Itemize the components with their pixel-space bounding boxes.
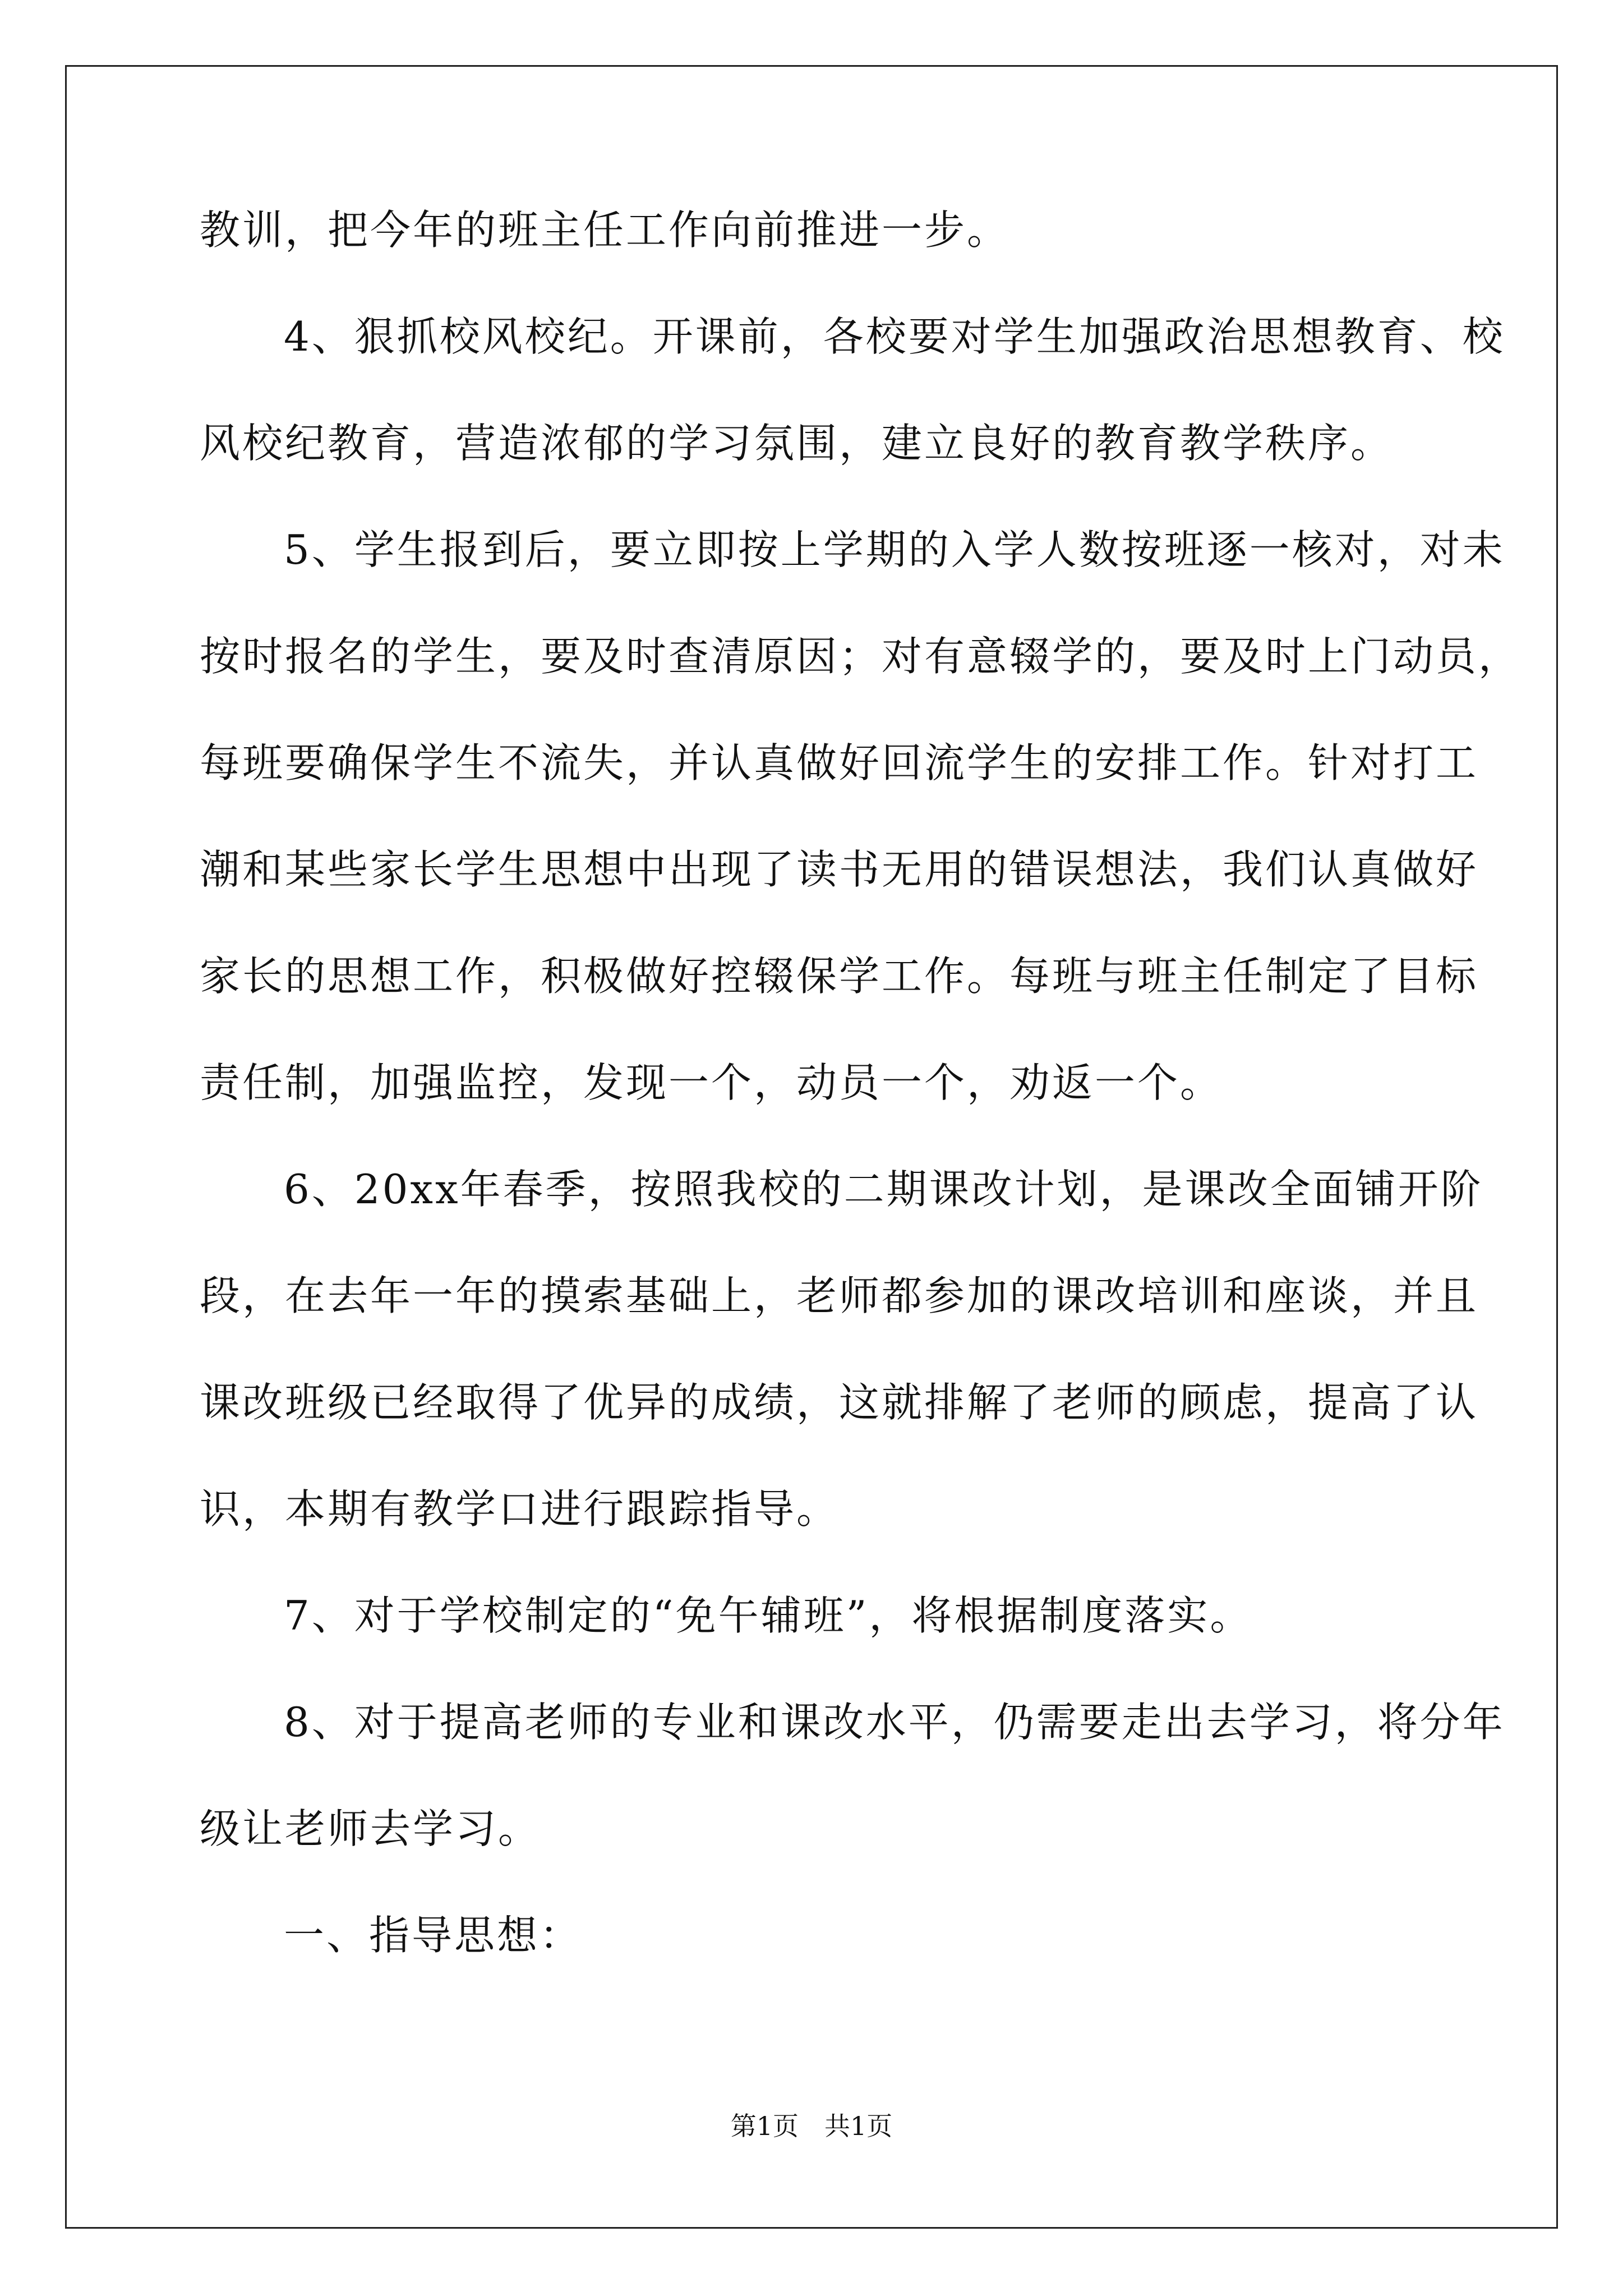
paragraph-7-line-1: 7、对于学校制定的“免午辅班”，将根据制度落实。 (284, 1592, 1253, 1639)
text-line: 级让老师去学习。 (200, 1805, 541, 1852)
text-line: 风校纪教育，营造浓郁的学习氛围，建立良好的教育教学秩序。 (200, 420, 1394, 467)
text-line: 责任制，加强监控，发现一个，动员一个，劝返一个。 (200, 1059, 1223, 1106)
text-line: 按时报名的学生，要及时查清原因；对有意辍学的，要及时上门动员， (200, 633, 1521, 680)
paragraph-8-line-1: 8、对于提高老师的专业和课改水平，仍需要走出去学习，将分年 (284, 1699, 1505, 1746)
text-line: 家长的思想工作，积极做好控辍保学工作。每班与班主任制定了目标 (200, 953, 1479, 1000)
text-line: 课改班级已经取得了优异的成绩，这就排解了老师的顾虑，提高了认 (200, 1379, 1479, 1426)
text-line: 识，本期有教学口进行跟踪指导。 (200, 1485, 840, 1533)
text-line: 教训，把今年的班主任工作向前推进一步。 (200, 206, 1010, 254)
section-heading: 一、指导思想： (284, 1912, 583, 1959)
page-number-footer: 第1页 共1页 (730, 2111, 893, 2141)
text-line: 每班要确保学生不流失，并认真做好回流学生的安排工作。针对打工 (200, 739, 1479, 786)
paragraph-6-line-1: 6、20xx年春季，按照我校的二期课改计划，是课改全面铺开阶 (284, 1166, 1483, 1213)
text-line: 段，在去年一年的摸索基础上，老师都参加的课改培训和座谈，并且 (200, 1272, 1479, 1319)
paragraph-4-line-1: 4、狠抓校风校纪。开课前，各校要对学生加强政治思想教育、校 (284, 313, 1505, 360)
paragraph-5-line-1: 5、学生报到后，要立即按上学期的入学人数按班逐一核对，对未 (284, 526, 1505, 573)
text-line: 潮和某些家长学生思想中出现了读书无用的错误想法，我们认真做好 (200, 846, 1479, 893)
